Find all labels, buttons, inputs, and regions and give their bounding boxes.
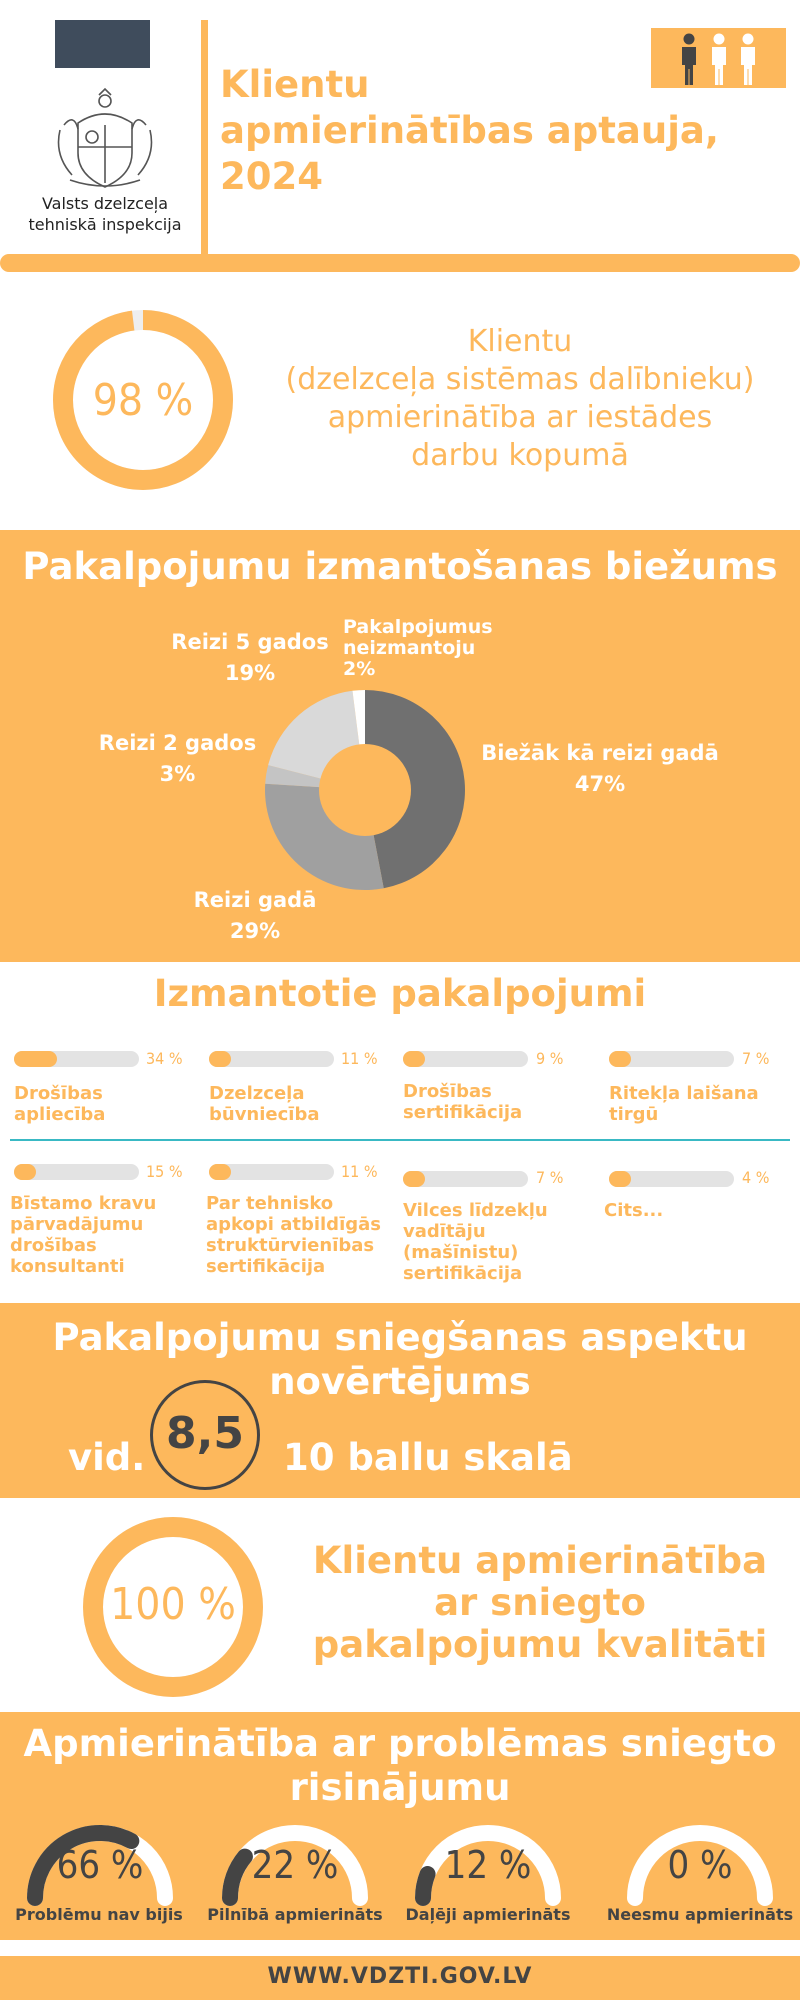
rating-title-line1: Pakalpojumu sniegšanas aspektu xyxy=(52,1316,748,1359)
header-flag-block xyxy=(55,20,150,68)
service-label: Drošības sertifikācija xyxy=(403,1081,523,1123)
frequency-title: Pakalpojumu izmantošanas biežums xyxy=(22,545,778,588)
freq-label-five-years: Reizi 5 gados xyxy=(171,630,329,654)
page-title-line3: 2024 xyxy=(220,155,323,198)
service-pct: 15 % xyxy=(146,1162,183,1181)
freq-label-two-years: Reizi 2 gados xyxy=(98,731,257,755)
footer-url[interactable]: WWW.VDZTI.GOV.LV xyxy=(267,1964,533,1989)
freq-pct-none: 2% xyxy=(343,658,376,680)
org-name-line2: tehniskā inspekcija xyxy=(28,215,182,234)
overall-text-line3: apmierinātība ar iestādes xyxy=(327,400,713,435)
overall-text-line2: (dzelzceļa sistēmas dalībnieku) xyxy=(285,362,755,397)
service-bar xyxy=(609,1051,631,1067)
service-bar xyxy=(609,1171,631,1187)
freq-label-yearly: Reizi gadā xyxy=(193,888,317,912)
freq-label-none-line2: neizmantoju xyxy=(343,637,476,659)
freq-pct-two-years: 3% xyxy=(159,762,196,786)
org-name-line1: Valsts dzelzceļa xyxy=(41,194,169,213)
freq-pct-yearly: 29% xyxy=(229,919,281,943)
gauge-label: Daļēji apmierināts xyxy=(405,1905,571,1924)
service-label: Drošības apliecība xyxy=(14,1083,106,1125)
service-bar xyxy=(209,1164,231,1180)
service-label: Dzelzceļa būvniecība xyxy=(209,1083,320,1125)
header-vertical-divider xyxy=(201,20,208,260)
service-label: Vilces līdzekļu vadītāju (mašīnistu) sertifikācija xyxy=(403,1200,548,1284)
rating-suffix: 10 ballu skalā xyxy=(283,1436,573,1479)
solution-title-line2: risinājumu xyxy=(289,1766,511,1809)
gauge-value: 22 % xyxy=(251,1843,339,1887)
service-pct: 11 % xyxy=(341,1162,378,1181)
page-title-line1: Klientu xyxy=(220,63,370,106)
service-label: Bīstamo kravu pārvadājumu drošības konsultanti xyxy=(10,1193,157,1277)
services-divider xyxy=(10,1139,790,1141)
service-pct: 4 % xyxy=(742,1168,770,1187)
service-pct: 7 % xyxy=(742,1049,770,1068)
overall-text-line1: Klientu xyxy=(467,324,573,359)
service-bar xyxy=(403,1171,425,1187)
service-label: Cits... xyxy=(604,1200,664,1221)
freq-pct-often: 47% xyxy=(574,772,626,796)
frequency-donut-chart xyxy=(260,685,470,895)
freq-label-none-line1: Pakalpojumus xyxy=(343,616,493,638)
freq-label-often: Biežāk kā reizi gadā xyxy=(481,741,719,765)
gauge-value: 66 % xyxy=(56,1843,144,1887)
rating-title-line2: novērtējums xyxy=(269,1360,531,1403)
rating-score: 8,5 xyxy=(166,1408,244,1459)
page-title-line2: apmierinātības aptauja, xyxy=(220,109,719,152)
service-bar xyxy=(14,1051,57,1067)
service-label: Ritekļa laišana tirgū xyxy=(609,1083,759,1125)
people-icon xyxy=(651,28,786,88)
overall-value: 98 % xyxy=(92,375,194,426)
service-pct: 11 % xyxy=(341,1049,378,1068)
gauge-label: Problēmu nav bijis xyxy=(15,1905,183,1924)
rating-prefix: vid. xyxy=(68,1436,146,1479)
people-icon-box xyxy=(651,28,786,88)
quality-text-line1: Klientu apmierinātība xyxy=(312,1539,768,1582)
solution-title-line1: Apmierinātība ar problēmas sniegto xyxy=(23,1722,777,1765)
service-label: Par tehnisko apkopi atbildīgās struktūrvienības sertifikācija xyxy=(206,1193,381,1277)
overall-text-line4: darbu kopumā xyxy=(411,438,629,473)
gauge-label: Pilnībā apmierināts xyxy=(207,1905,383,1924)
coat-of-arms-logo xyxy=(50,85,160,195)
service-bar xyxy=(209,1051,231,1067)
service-bar xyxy=(403,1051,425,1067)
service-bar xyxy=(14,1164,36,1180)
services-title: Izmantotie pakalpojumi xyxy=(153,972,647,1015)
service-pct: 9 % xyxy=(536,1049,564,1068)
freq-pct-five-years: 19% xyxy=(224,661,276,685)
quality-text-line3: pakalpojumu kvalitāti xyxy=(312,1623,768,1666)
gauge-label: Neesmu apmierināts xyxy=(606,1905,794,1924)
service-pct: 34 % xyxy=(146,1049,183,1068)
gauge-value: 0 % xyxy=(667,1843,733,1887)
quality-value: 100 % xyxy=(110,1579,236,1630)
quality-text-line2: ar sniegto xyxy=(434,1581,646,1624)
header-bottom-rule xyxy=(0,254,800,272)
service-pct: 7 % xyxy=(536,1168,564,1187)
gauge-value: 12 % xyxy=(444,1843,532,1887)
